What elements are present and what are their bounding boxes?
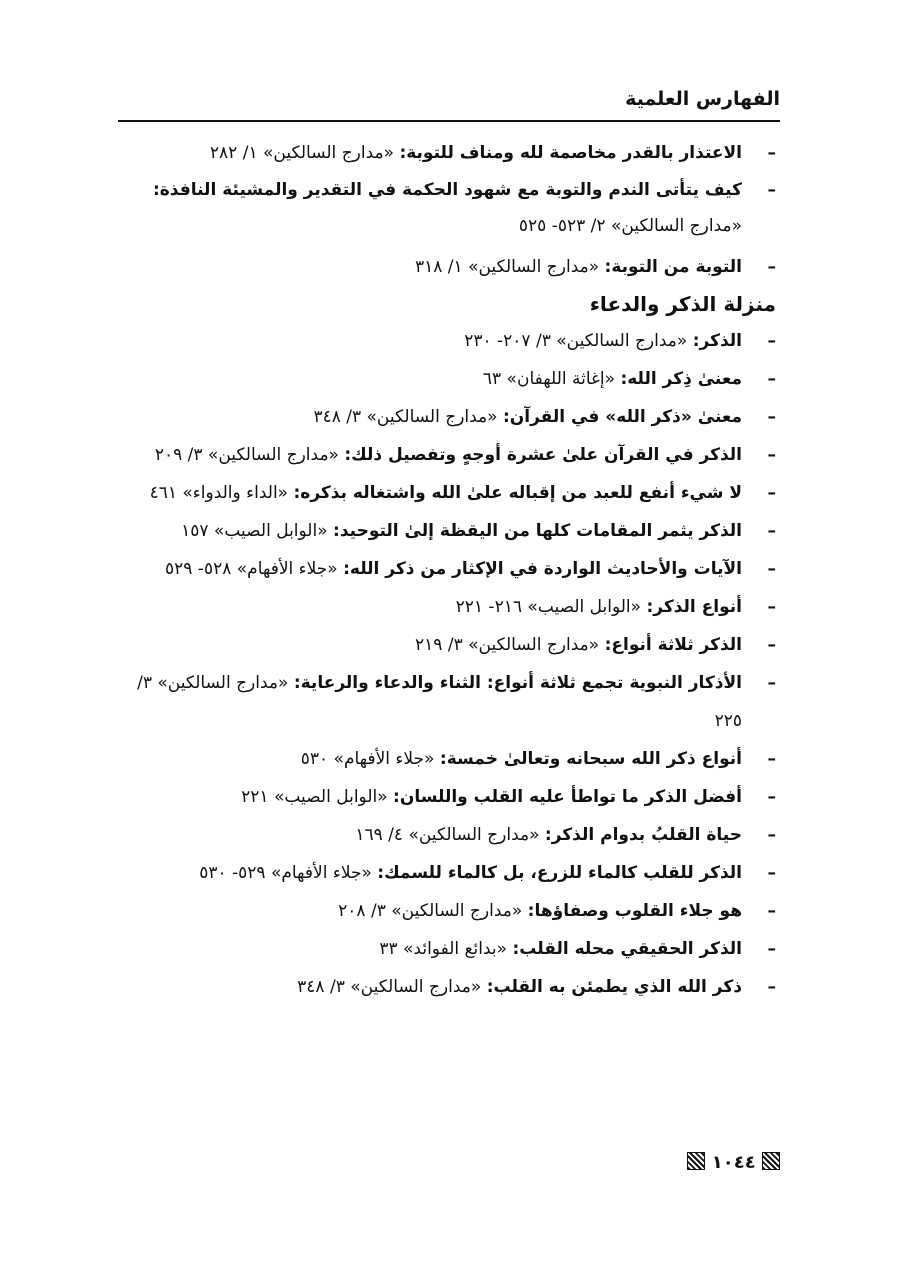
entry-dash: – [767,749,776,769]
entry-source: «مدارج السالكين» ٣/ ٣٤٨ [313,407,498,427]
index-entry [112,854,780,892]
entry-dash: – [767,483,776,503]
entry-source: «جلاء الأفهام» ٥٣٠ [300,749,435,769]
section-heading: منزلة الذكر والدعاء [589,292,776,316]
index-entry [112,816,780,854]
entry-dash: – [767,635,776,655]
entry-source: «مدارج السالكين» ٣/ ٢٠٧- ٢٣٠ [464,331,688,351]
entry-topic: الذكر يثمر المقامات كلها من اليقظة إلىٰ التوحيد: [333,521,742,541]
entry-source: «الوابل الصيب» ٢١٦- ٢٢١ [455,597,642,617]
entry-topic: هو جلاء القلوب وصفاؤها: [527,901,742,921]
entry-topic: أنواع ذكر الله سبحانه وتعالىٰ خمسة: [439,749,742,769]
running-header [118,88,780,122]
entry-dash: – [767,863,776,883]
entry-dash: – [767,331,776,351]
index-entries [112,134,780,1006]
entry-source: «الوابل الصيب» ١٥٧ [181,521,328,541]
header-rule [118,120,780,122]
index-entry [112,626,780,664]
index-entry [112,398,780,436]
index-entry [112,360,780,398]
entry-dash: – [767,939,776,959]
entry-source: «جلاء الأفهام» ٥٢٨- ٥٢٩ [165,559,338,579]
entry-dash: – [767,977,776,997]
index-entry [112,968,780,1006]
entry-source: «مدارج السالكين» ٣/ ٢٠٨ [338,901,523,921]
entry-source: «مدارج السالكين» ١/ ٢٨٢ [209,143,395,163]
entry-topic: ذكر الله الذي يطمئن به القلب: [486,977,742,997]
entry-source: «مدارج السالكين» ٣/ ٢٠٩ [154,445,339,465]
entry-topic: حياة القلبُ بدوام الذكر: [544,825,742,845]
section-entries [112,322,780,1006]
entry-source: «إغاثة اللهفان» ٦٣ [482,369,616,389]
entry-topic: الأذكار النبوية تجمع ثلاثة أنواع: الثناء والدعاء والرعاية: [293,673,742,693]
ornament-left-icon [687,1152,705,1170]
index-entry [112,322,780,360]
index-entry [112,172,780,244]
index-entry [112,134,780,172]
entry-source: «مدارج السالكين» ٣/ ٢٢٥ [137,673,742,731]
entry-topic: أنواع الذكر: [646,597,742,617]
entry-topic: لا شيء أنفع للعبد من إقباله علىٰ الله واشتغاله بذكره: [293,483,742,503]
entry-dash: – [767,407,776,427]
entry-dash: – [767,825,776,845]
entry-source: «مدارج السالكين» ٣/ ٢١٩ [415,635,600,655]
entry-dash: – [767,787,776,807]
entry-dash: – [767,369,776,389]
page-number: ١٠٤٤ [711,1152,756,1173]
entry-topic: كيف يتأتى الندم والتوبة مع شهود الحكمة في التقدير والمشيئة النافذة: [152,180,742,200]
ornament-right-icon [762,1152,780,1170]
index-entry [112,664,780,740]
entry-topic: الآيات والأحاديث الواردة في الإكثار من ذكر الله: [343,559,742,579]
entry-dash: – [767,257,776,277]
entry-source: «مدارج السالكين» ١/ ٣١٨ [415,257,600,277]
entry-source: «مدارج السالكين» ٣/ ٣٤٨ [297,977,482,997]
entry-topic: معنىٰ «ذكر الله» في القرآن: [502,407,742,427]
entry-dash: – [767,521,776,541]
header-title: الفهارس العلمية [625,88,780,110]
entry-topic: أفضل الذكر ما تواطأ عليه القلب واللسان: [393,787,742,807]
index-entry [112,588,780,626]
index-entry [112,474,780,512]
entry-topic: الذكر الحقيقي محله القلب: [512,939,742,959]
entry-source: «بدائع الفوائد» ٣٣ [379,939,508,959]
entry-source: «مدارج السالكين» ٤/ ١٦٩ [355,825,540,845]
entry-source: «مدارج السالكين» ٢/ ٥٢٣- ٥٢٥ [518,216,742,236]
entry-dash: – [767,180,776,200]
entry-topic: الاعتذار بالقدر مخاصمة لله ومناف للتوبة: [399,143,742,163]
entry-topic: معنىٰ ذِكر الله: [620,369,742,389]
index-entry [112,512,780,550]
entry-source: «الداء والدواء» ٤٦١ [149,483,289,503]
index-entry [112,930,780,968]
entry-dash: – [767,445,776,465]
index-entry [112,778,780,816]
index-entry [112,248,780,286]
entry-source: «الوابل الصيب» ٢٢١ [241,787,388,807]
index-entry [112,436,780,474]
page-footer [687,1152,780,1173]
entry-dash: – [767,901,776,921]
index-entry [112,550,780,588]
index-entry [112,740,780,778]
entry-topic: الذكر في القرآن علىٰ عشرة أوجهٍ وتفصيل ذلك: [344,445,742,465]
index-entry [112,892,780,930]
entry-dash: – [767,143,776,163]
entry-topic: الذكر: [692,331,742,351]
entry-topic: الذكر للقلب كالماء للزرع، بل كالماء للسمك: [377,863,742,883]
entry-dash: – [767,673,776,693]
entry-dash: – [767,597,776,617]
entry-topic: التوبة من التوبة: [604,257,742,277]
entry-source: «جلاء الأفهام» ٥٢٩- ٥٣٠ [199,863,372,883]
entry-topic: الذكر ثلاثة أنواع: [604,635,742,655]
entry-dash: – [767,559,776,579]
top-entries [112,134,780,286]
